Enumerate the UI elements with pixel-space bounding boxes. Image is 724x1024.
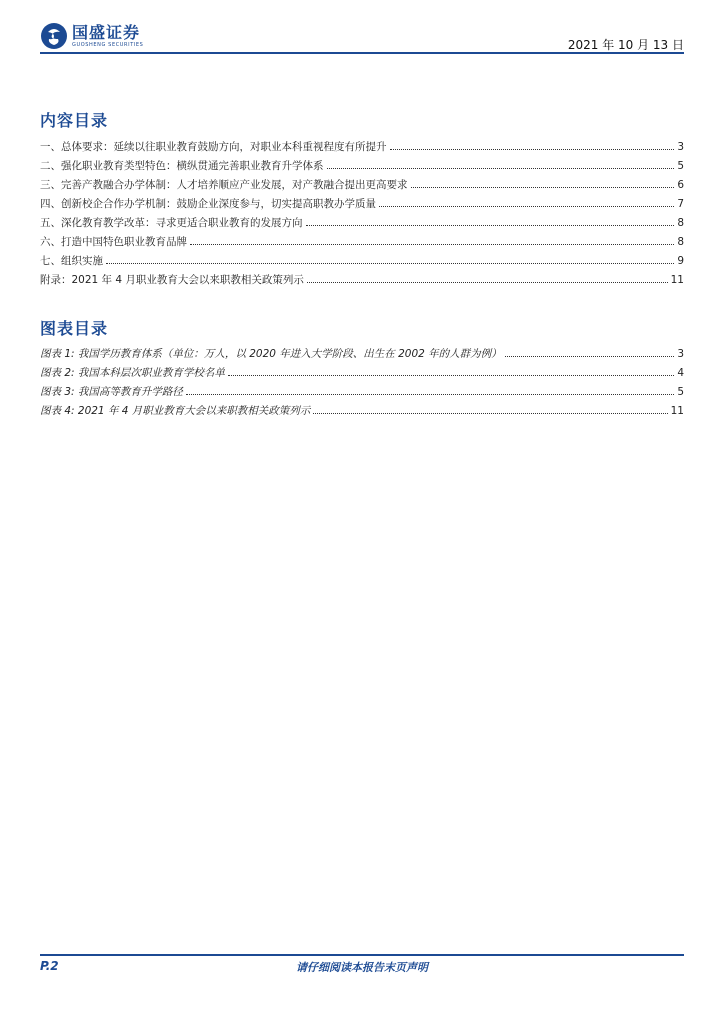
- figure-entry-page: 4: [677, 367, 684, 379]
- toc-entry-page: 3: [677, 141, 684, 153]
- leader-dots: [306, 225, 675, 226]
- toc-entry-text: 一、总体要求：延续以往职业教育鼓励方向，对职业本科重视程度有所提升: [40, 141, 387, 153]
- toc-entry[interactable]: [40, 139, 684, 158]
- leader-dots: [313, 413, 667, 414]
- toc-title: 内容目录: [40, 111, 109, 130]
- header-divider: [40, 52, 684, 54]
- leader-dots: [505, 356, 675, 357]
- leader-dots: [307, 282, 668, 283]
- page-header: [0, 0, 724, 56]
- leader-dots: [190, 244, 674, 245]
- toc-entry-page: 8: [677, 236, 684, 248]
- toc-list: [40, 139, 684, 291]
- leader-dots: [228, 375, 674, 376]
- figure-entry[interactable]: [40, 346, 684, 365]
- toc-entry[interactable]: [40, 234, 684, 253]
- figure-entry-text: 图表 3: 我国高等教育升学路径: [40, 386, 183, 398]
- toc-entry-page: 11: [670, 274, 684, 286]
- figures-list: [40, 346, 684, 422]
- logo-name: 国盛证券: [72, 22, 141, 42]
- figure-entry-page: 3: [677, 348, 684, 360]
- figure-entry[interactable]: [40, 403, 684, 422]
- figures-title: 图表目录: [40, 319, 109, 338]
- toc-entry-text: 三、完善产教融合办学体制：人才培养顺应产业发展，对产教融合提出更高要求: [40, 179, 408, 191]
- guosheng-logo-icon: [40, 22, 68, 50]
- figure-entry-text: 图表 2: 我国本科层次职业教育学校名单: [40, 367, 225, 379]
- toc-entry[interactable]: [40, 272, 684, 291]
- figure-entry-text: 图表 4: 2021 年 4 月职业教育大会以来职教相关政策列示: [40, 405, 311, 417]
- figure-entry-page: 11: [670, 405, 684, 417]
- figure-entry[interactable]: [40, 365, 684, 384]
- toc-entry[interactable]: [40, 177, 684, 196]
- footer-disclaimer: 请仔细阅读本报告末页声明: [296, 961, 428, 974]
- report-date: 2021 年 10 月 13 日: [567, 38, 684, 52]
- toc-entry-text: 四、创新校企合作办学机制：鼓励企业深度参与，切实提高职教办学质量: [40, 198, 376, 210]
- toc-entry-page: 5: [677, 160, 684, 172]
- figure-entry-page: 5: [677, 386, 684, 398]
- figure-entry[interactable]: [40, 384, 684, 403]
- toc-entry-page: 7: [677, 198, 684, 210]
- toc-entry[interactable]: [40, 253, 684, 272]
- page-number: P.2: [40, 959, 59, 973]
- footer-divider: [40, 954, 684, 956]
- toc-entry-text: 附录：2021 年 4 月职业教育大会以来职教相关政策列示: [40, 274, 304, 286]
- toc-entry-text: 七、组织实施: [40, 255, 103, 267]
- company-logo: [40, 22, 143, 50]
- figure-entry-text: 图表 1: 我国学历教育体系（单位：万人，以 2020 年进入大学阶段、出生在 2002 年的人群为例）: [40, 348, 502, 360]
- leader-dots: [379, 206, 674, 207]
- toc-entry-page: 6: [677, 179, 684, 191]
- toc-entry-text: 二、强化职业教育类型特色：横纵贯通完善职业教育升学体系: [40, 160, 324, 172]
- toc-entry[interactable]: [40, 196, 684, 215]
- leader-dots: [390, 149, 675, 150]
- toc-entry[interactable]: [40, 158, 684, 177]
- toc-entry-page: 8: [677, 217, 684, 229]
- toc-entry-text: 五、深化教育教学改革：寻求更适合职业教育的发展方向: [40, 217, 303, 229]
- logo-subtitle: GUOSHENG SECURITIES: [72, 41, 144, 48]
- toc-entry-text: 六、打造中国特色职业教育品牌: [40, 236, 187, 248]
- leader-dots: [186, 394, 674, 395]
- toc-entry-page: 9: [677, 255, 684, 267]
- toc-entry[interactable]: [40, 215, 684, 234]
- leader-dots: [411, 187, 675, 188]
- leader-dots: [327, 168, 675, 169]
- leader-dots: [106, 263, 674, 264]
